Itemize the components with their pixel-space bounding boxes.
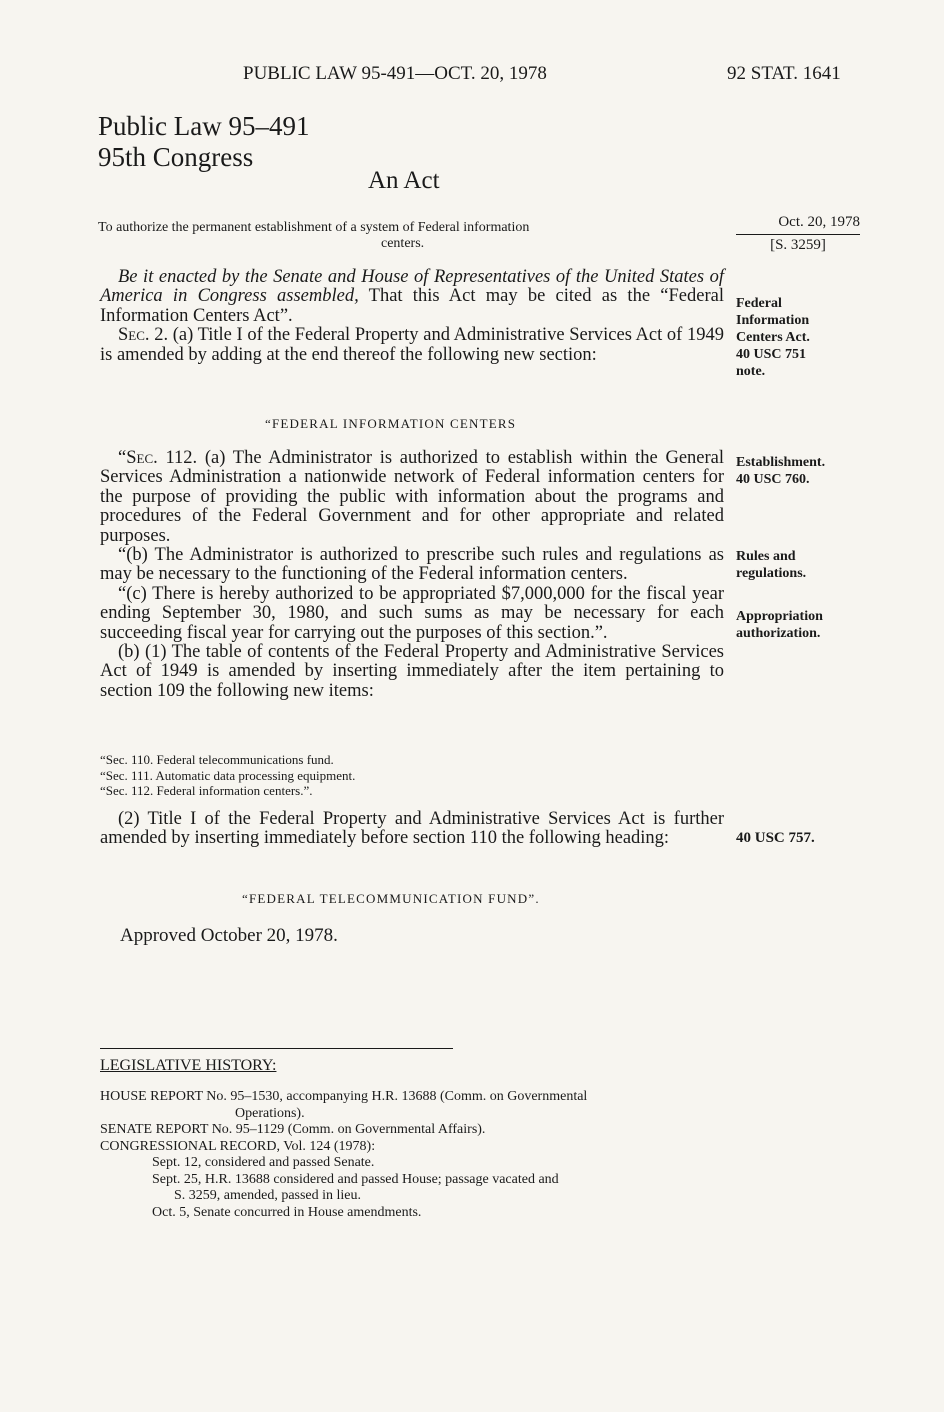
- enactment-date: Oct. 20, 1978: [736, 212, 860, 235]
- margin-note-rules: [736, 548, 846, 582]
- legislative-history-heading: LEGISLATIVE HISTORY:: [100, 1057, 277, 1074]
- margin-line: Establishment.: [736, 455, 826, 470]
- margin-note-short-title: [736, 295, 846, 380]
- purpose-line-2: centers.: [381, 236, 425, 251]
- section-112: [100, 449, 724, 701]
- section-112-a-text: 112. (a) The Administrator is authorized to establish within the General Services Administration a nationwide network of Federal information centers for the purpose of providing the public with information about the programs and procedures of the Federal Government and for other appropriate and related purposes.: [100, 448, 725, 546]
- margin-line: regulations.: [736, 566, 807, 581]
- sec-label: “Sec.: [118, 448, 158, 468]
- subsection-b2-block: [100, 810, 724, 849]
- house-report: HOUSE REPORT No. 95–1530, accompanying H.R. 13688 (Comm. on Governmental: [100, 1089, 588, 1104]
- margin-line: Federal: [736, 296, 782, 311]
- bill-number: [S. 3259]: [770, 237, 826, 253]
- margin-line: 40 USC 760.: [736, 472, 810, 487]
- record-entry: Oct. 5, Senate concurred in House amendments.: [152, 1204, 422, 1220]
- subsection-b2: (2) Title I of the Federal Property and Administrative Services Act is further amended by inserting immediately before section 110 the following heading:: [100, 809, 724, 849]
- margin-line: Appropriation: [736, 609, 823, 624]
- law-title-block: [98, 111, 309, 173]
- legislative-history: [100, 1089, 722, 1221]
- section-112-b: “(b) The Administrator is authorized to prescribe such rules and regulations as may be necessary to the functioning of the Federal information centers.: [100, 545, 724, 585]
- fund-heading: “FEDERAL TELECOMMUNICATION FUND”.: [242, 891, 540, 906]
- enacting-italic: Be it enacted by the Senate and House of Representatives of the United States of America in Congress assembled,: [100, 267, 724, 307]
- toc-item: “Sec. 111. Automatic data processing equipment.: [100, 767, 356, 783]
- enacting-block: [100, 268, 724, 365]
- section-2: [100, 326, 724, 365]
- divider: [100, 1048, 453, 1049]
- running-header-stat: 92 STAT. 1641: [727, 63, 841, 84]
- margin-line: note.: [736, 364, 766, 379]
- enacting-rest: That this Act may be cited as the “Federal Information Centers Act”.: [100, 286, 724, 326]
- approval-date: Approved October 20, 1978.: [120, 925, 338, 946]
- senate-report: SENATE REPORT No. 95–1129 (Comm. on Governmental Affairs).: [100, 1122, 486, 1137]
- enacting-clause: [100, 268, 724, 326]
- margin-note-establishment: [736, 454, 846, 488]
- act-purpose: [98, 220, 723, 252]
- margin-line: authorization.: [736, 626, 821, 641]
- section-heading: “FEDERAL INFORMATION CENTERS: [265, 416, 517, 431]
- purpose-line-1: To authorize the permanent establishment of a system of Federal information: [98, 220, 530, 235]
- subsection-b1: (b) (1) The table of contents of the Federal Property and Administrative Services Act of 1949 is amended by inserting immediately after the item pertaining to section 109 the following new items:: [100, 642, 724, 701]
- public-law-number: Public Law 95–491: [98, 111, 310, 141]
- section-112-a: [100, 449, 724, 546]
- sec-label: Sec.: [118, 325, 150, 346]
- margin-line: 40 USC 751: [736, 347, 807, 362]
- act-title: An Act: [368, 167, 440, 194]
- record-entry: Sept. 25, H.R. 13688 considered and passed House; passage vacated and: [152, 1171, 559, 1187]
- record-entry: S. 3259, amended, passed in lieu.: [174, 1188, 362, 1203]
- running-header-law: PUBLIC LAW 95-491—OCT. 20, 1978: [243, 63, 547, 84]
- bill-info: [736, 212, 860, 256]
- toc-items: [100, 752, 355, 799]
- toc-item: “Sec. 112. Federal information centers.”.: [100, 783, 313, 798]
- toc-item: “Sec. 110. Federal telecommunications fund.: [100, 752, 334, 767]
- section-112-c: “(c) There is hereby authorized to be appropriated $7,000,000 for the fiscal year ending September 30, 1980, and such sums as may be necessary for each succeeding fiscal year for carrying out the purposes of this section.”.: [100, 583, 724, 643]
- section-2-text: 2. (a) Title I of the Federal Property and Administrative Services Act of 1949 is amended by adding at the end thereof the following new section:: [100, 325, 724, 365]
- congress-number: 95th Congress: [98, 142, 254, 172]
- margin-line: Information: [736, 313, 810, 328]
- margin-note-usc757: 40 USC 757.: [736, 830, 815, 846]
- margin-line: Centers Act.: [736, 330, 810, 345]
- house-report-cont: Operations).: [235, 1105, 305, 1121]
- congressional-record: CONGRESSIONAL RECORD, Vol. 124 (1978):: [100, 1138, 376, 1154]
- margin-note-appropriation: [736, 608, 846, 642]
- margin-line: Rules and: [736, 549, 796, 564]
- record-entry: Sept. 12, considered and passed Senate.: [152, 1155, 375, 1170]
